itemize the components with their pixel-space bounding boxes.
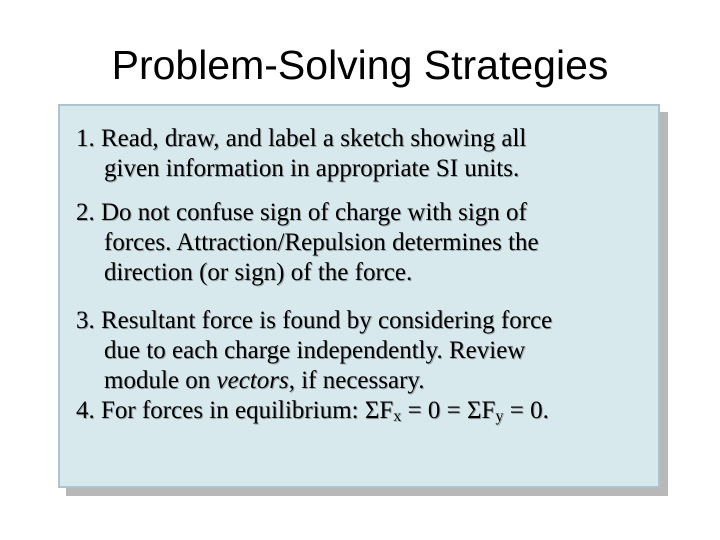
slide-title: Problem-Solving Strategies [111,42,609,88]
content-box [58,104,660,488]
item-1-line-2: given information in appropriate SI units. [104,155,520,182]
item-3-line-3 [76,366,646,396]
item-3-vectors-emphasis: vectors [216,367,289,394]
item-3-line-2: due to each charge independently. Review [104,337,526,364]
strategy-item-1 [76,124,646,184]
item-4-sub-y: y [495,408,504,425]
strategy-item-3 [76,306,646,396]
item-4-line-1 [76,396,646,426]
item-4-pre: 4. For forces in equilibrium: ΣF [76,397,394,424]
item-4-post: = 0. [503,397,549,424]
item-2-line-1: 2. Do not confuse sign of charge with sign of [76,199,527,226]
item-2-line-2: forces. Attraction/Repulsion determines the [104,229,539,256]
strategy-list [76,124,646,426]
item-2-line-3: direction (or sign) of the force. [104,259,413,286]
item-1-line-1: 1. Read, draw, and label a sketch showing all [76,125,527,152]
item-3-line-3-pre: module on [104,367,217,394]
item-4-mid: = 0 = ΣF [401,397,496,424]
strategy-item-2 [76,198,646,288]
item-3-line-1: 3. Resultant force is found by considering force [76,307,553,334]
item-4-sub-x: x [393,408,402,425]
item-3-line-3-post: , if necessary. [288,367,425,394]
strategy-item-4 [76,396,646,426]
